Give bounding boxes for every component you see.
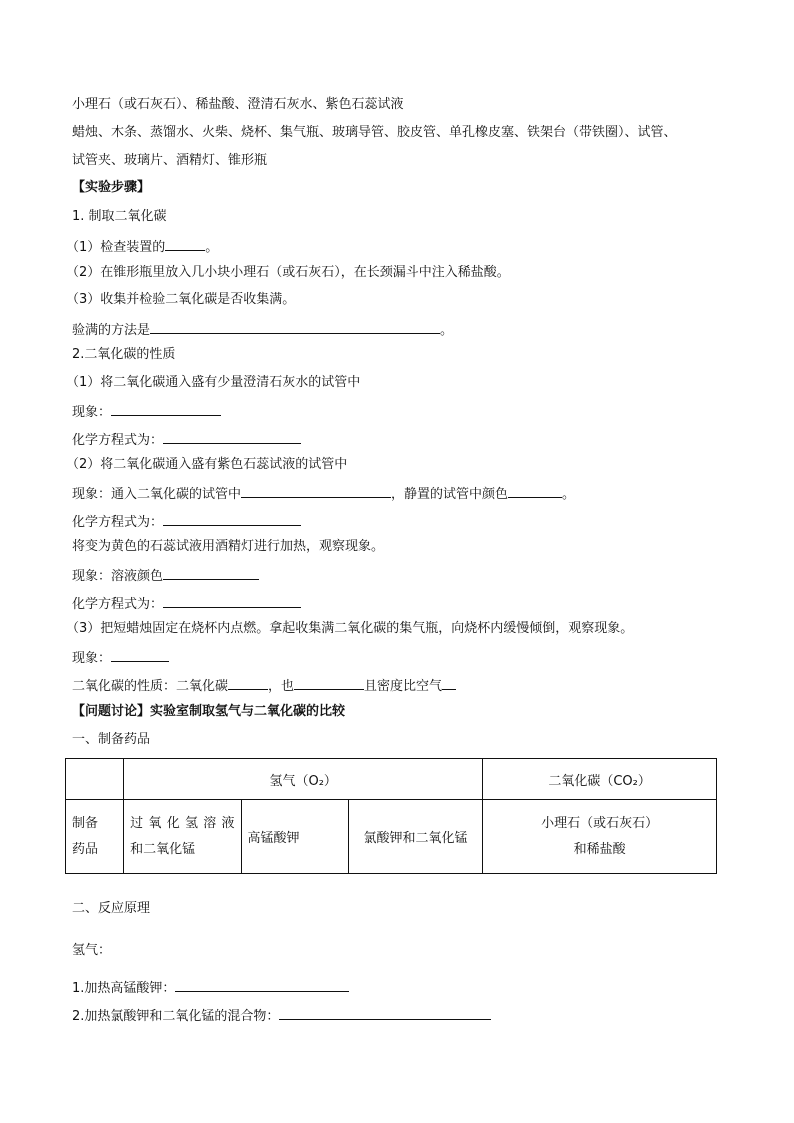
co2-property-line <box>72 675 456 696</box>
co2-reagent-2: 和稀盐酸 <box>573 841 626 857</box>
answer-blank[interactable] <box>508 483 562 498</box>
materials-apparatus-1: 蜡烛、木条、蒸馏水、火柴、烧杯、集气瓶、玻璃导管、胶皮管、单孔橡皮塞、铁架台（带铁圈）、试管、 <box>72 125 677 140</box>
answer-blank[interactable] <box>163 565 259 580</box>
answer-blank[interactable] <box>165 236 205 251</box>
answer-blank[interactable] <box>294 675 364 690</box>
table-row <box>66 800 717 874</box>
table-header-row <box>66 759 717 800</box>
o2-reagent-a-1: 过氧化氢溶液 <box>130 815 235 831</box>
check-full-text: 验满的方法是 <box>72 323 151 338</box>
answer-blank[interactable] <box>279 1005 491 1020</box>
equation-label: 化学方程式为： <box>72 597 164 612</box>
prop-b: ，也 <box>268 679 295 694</box>
answer-blank[interactable] <box>442 675 456 690</box>
answer-blank[interactable] <box>175 977 349 992</box>
answer-blank[interactable] <box>163 593 301 608</box>
answer-blank[interactable] <box>241 483 391 498</box>
principle-1 <box>72 977 349 998</box>
step2-1: （1）将二氧化碳通入盛有少量澄清石灰水的试管中 <box>66 375 361 390</box>
principle-1-text: 1.加热高锰酸钾： <box>72 981 176 996</box>
header-o2: 氢气（O₂） <box>124 759 483 800</box>
phenomenon-color-label: 现象：溶液颜色 <box>72 569 164 584</box>
check-full-end: 。 <box>440 323 454 338</box>
equation-label: 化学方程式为： <box>72 515 164 530</box>
o2-reagent-b: 高锰酸钾 <box>241 800 348 874</box>
comparison-table <box>65 758 717 874</box>
co2-reagent-1: 小理石（或石灰石） <box>541 815 659 831</box>
section-2-title: 二、反应原理 <box>72 901 151 916</box>
phenomenon-2a: 现象：通入二氧化碳的试管中 <box>72 487 242 502</box>
row-label <box>66 800 124 874</box>
o2-reagent-c: 氯酸钾和二氧化锰 <box>348 800 482 874</box>
principle-2-text: 2.加热氯酸钾和二氧化锰的混合物： <box>72 1009 280 1024</box>
equation-2 <box>72 511 301 532</box>
row-label-2: 药品 <box>72 841 99 857</box>
prop-c: 且密度比空气 <box>364 679 443 694</box>
prop-a: 二氧化碳的性质：二氧化碳 <box>72 679 229 694</box>
table-corner-cell <box>66 759 124 800</box>
answer-blank[interactable] <box>228 675 268 690</box>
phenomenon-2b: ，静置的试管中颜色 <box>391 487 509 502</box>
equation-1 <box>72 429 301 450</box>
step2-2: （2）将二氧化碳通入盛有紫色石蕊试液的试管中 <box>66 457 348 472</box>
heat-line: 将变为黄色的石蕊试液用酒精灯进行加热，观察现象。 <box>72 539 385 554</box>
row-label-1: 制备 <box>72 815 99 831</box>
step1-title: 1. 制取二氧化碳 <box>72 209 167 224</box>
answer-blank[interactable] <box>111 401 221 416</box>
step1-2: （2）在锥形瓶里放入几小块小理石（或石灰石），在长颈漏斗中注入稀盐酸。 <box>66 265 510 280</box>
step2-3: （3）把短蜡烛固定在烧杯内点燃。拿起收集满二氧化碳的集气瓶，向烧杯内缓慢倾倒，观察现象。 <box>66 621 634 636</box>
header-co2: 二氧化碳（CO₂） <box>483 759 717 800</box>
co2-reagent <box>483 800 717 874</box>
steps-heading: 【实验步骤】 <box>72 180 151 195</box>
step1-3: （3）收集并检验二氧化碳是否收集满。 <box>66 292 296 307</box>
phenomenon-color <box>72 565 259 586</box>
equation-label: 化学方程式为： <box>72 433 164 448</box>
phenomenon-2c: 。 <box>562 487 576 502</box>
phenomenon-2 <box>72 483 575 504</box>
o2-label: 氢气： <box>72 943 112 958</box>
discussion-heading: 【问题讨论】实验室制取氢气与二氧化碳的比较 <box>72 704 346 719</box>
phenomenon-label: 现象： <box>72 651 112 666</box>
step1-1 <box>66 236 218 257</box>
step1-1-end: 。 <box>205 240 219 255</box>
o2-reagent-a-2: 和二氧化锰 <box>130 841 196 857</box>
equation-3 <box>72 593 301 614</box>
answer-blank[interactable] <box>163 511 301 526</box>
step2-title: 2.二氧化碳的性质 <box>72 347 176 362</box>
check-full-line <box>72 319 453 340</box>
answer-blank[interactable] <box>111 647 169 662</box>
section-1-title: 一、制备药品 <box>72 732 151 747</box>
answer-blank[interactable] <box>163 429 301 444</box>
phenomenon-3 <box>72 647 169 668</box>
phenomenon-label: 现象： <box>72 405 112 420</box>
phenomenon-1 <box>72 401 221 422</box>
answer-blank[interactable] <box>150 319 440 334</box>
principle-2 <box>72 1005 491 1026</box>
materials-apparatus-2: 试管夹、玻璃片、酒精灯、锥形瓶 <box>72 153 268 168</box>
step1-1-text: （1）检查装置的 <box>66 240 166 255</box>
materials-reagents: 小理石（或石灰石）、稀盐酸、澄清石灰水、紫色石蕊试液 <box>72 97 404 112</box>
o2-reagent-a <box>124 800 241 874</box>
